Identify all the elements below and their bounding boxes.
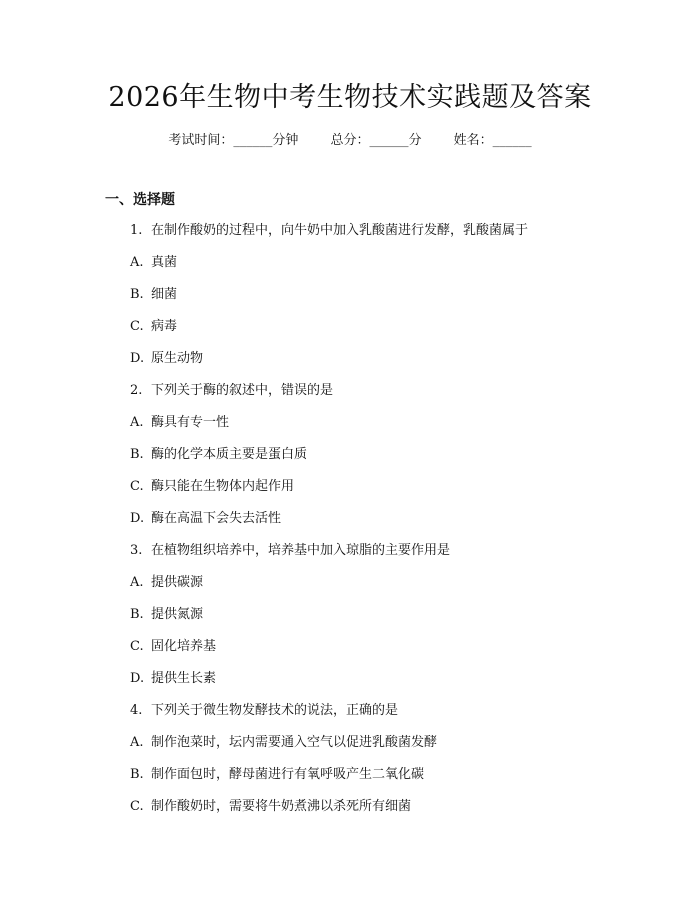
option-label: B. <box>130 767 144 782</box>
answer-option <box>0 348 700 380</box>
answer-option <box>0 572 700 604</box>
question-list <box>0 220 700 828</box>
student-name-field: 姓名：______ <box>453 133 532 148</box>
option-label: C. <box>130 799 144 814</box>
option-label: B. <box>130 607 144 622</box>
option-text: 制作泡菜时，坛内需要通入空气以促进乳酸菌发酵 <box>151 735 438 750</box>
option-text: 提供生长素 <box>151 671 217 686</box>
option-label: C. <box>130 319 144 334</box>
answer-option <box>0 316 700 348</box>
answer-option <box>0 444 700 476</box>
option-label: D. <box>130 511 145 526</box>
question-number: 3. <box>130 543 143 558</box>
question-text: 在制作酸奶的过程中，向牛奶中加入乳酸菌进行发酵，乳酸菌属于 <box>151 223 529 238</box>
answer-option <box>0 764 700 796</box>
exam-info-line <box>0 131 700 151</box>
option-label: A. <box>130 575 144 590</box>
document-title: 2026年生物中考生物技术实践题及答案 <box>108 82 592 113</box>
exam-time-field: 考试时间：______分钟 <box>168 133 299 148</box>
option-label: B. <box>130 447 144 462</box>
answer-option <box>0 796 700 828</box>
option-text: 提供碳源 <box>151 575 204 590</box>
option-text: 酶的化学本质主要是蛋白质 <box>151 447 308 462</box>
question-number: 1. <box>130 223 143 238</box>
option-text: 提供氮源 <box>151 607 204 622</box>
question-number: 2. <box>130 383 143 398</box>
question-stem <box>0 380 700 412</box>
option-text: 酶在高温下会失去活性 <box>151 511 282 526</box>
option-text: 固化培养基 <box>151 639 217 654</box>
option-text: 酶只能在生物体内起作用 <box>151 479 295 494</box>
question-stem <box>0 700 700 732</box>
question-text: 下列关于微生物发酵技术的说法，正确的是 <box>151 703 399 718</box>
question-number: 4. <box>130 703 143 718</box>
option-label: A. <box>130 735 144 750</box>
option-label: A. <box>130 415 144 430</box>
option-text: 酶具有专一性 <box>151 415 230 430</box>
option-label: C. <box>130 479 144 494</box>
answer-option <box>0 508 700 540</box>
option-label: B. <box>130 287 144 302</box>
option-label: D. <box>130 351 145 366</box>
answer-option <box>0 476 700 508</box>
option-text: 细菌 <box>151 287 178 302</box>
question-stem <box>0 540 700 572</box>
section-heading: 一、选择题 <box>105 192 175 208</box>
option-text: 制作面包时，酵母菌进行有氧呼吸产生二氧化碳 <box>151 767 425 782</box>
answer-option <box>0 412 700 444</box>
option-text: 制作酸奶时，需要将牛奶煮沸以杀死所有细菌 <box>151 799 412 814</box>
answer-option <box>0 636 700 668</box>
answer-option <box>0 604 700 636</box>
answer-option <box>0 732 700 764</box>
option-text: 真菌 <box>151 255 178 270</box>
question-text: 下列关于酶的叙述中，错误的是 <box>151 383 334 398</box>
question-text: 在植物组织培养中，培养基中加入琼脂的主要作用是 <box>151 543 451 558</box>
option-text: 原生动物 <box>151 351 204 366</box>
option-label: A. <box>130 255 144 270</box>
option-text: 病毒 <box>151 319 178 334</box>
answer-option <box>0 252 700 284</box>
option-label: C. <box>130 639 144 654</box>
total-score-field: 总分：______分 <box>330 133 422 148</box>
question-stem <box>0 220 700 252</box>
answer-option <box>0 284 700 316</box>
answer-option <box>0 668 700 700</box>
option-label: D. <box>130 671 145 686</box>
